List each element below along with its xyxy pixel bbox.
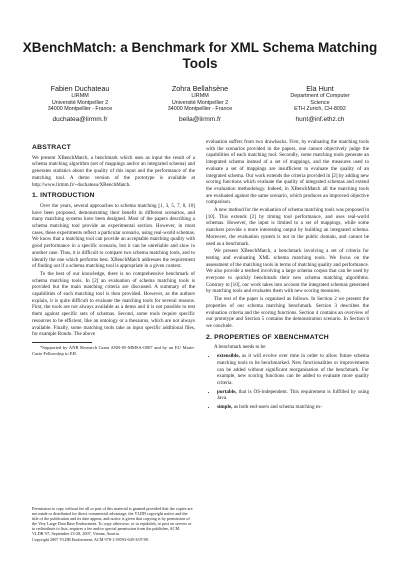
footnote-rule — [32, 342, 92, 343]
copyright-notice — [32, 506, 195, 542]
properties-list — [206, 353, 369, 411]
bullet-text: that is OS-independent. This requirement is fulfilled by using Java. — [217, 388, 369, 402]
copyright-venue: VLDB '07, September 23-28, 2007, Vienna, Austria. — [32, 531, 120, 537]
left-column — [32, 140, 195, 357]
abstract-text: We present XBenchMatch, a benchmark which uses as input the result of a schema matching algorithm (set of mappings and/or an integrated schema) and generates statistics about the quality of this input and the performance of the matching tool. A demo version of the prototype is available at http://www.lirmm.fr/~duchateau/XBenchMatch. — [32, 154, 195, 188]
author-email[interactable]: duchatea@lirmm.fr — [52, 115, 108, 123]
author-2 — [140, 84, 260, 124]
copyright-permission: Permission to copy without fee all or part of this material is granted provided that the copies are not made or distributed for direct commercial advantage, the VLDB copyright notice and the title of the publication and its date appear, and notice is given that copying is by permission of the Very Large Data Base Endowment. To copy otherwise, or to republish, to post on servers or to redistribute to lists, requires a fee and/or special permission from the publisher, ACM. — [32, 506, 193, 532]
intro-paragraph: To the best of our knowledge, there is no comprehensive benchmark of schema matching tools. In [2] an evaluation of schema matching tools is provided but the main matching criteria are discussed. A summary of the capabilities of each matching tool is then provided. However, as the authors explain, it is quite difficult to evaluate the matching tools for several reasons. First, the tools are not always available as a demo and it is not possible to test them against specific sets of schemas. Second, some tools require specific resources to be efficient, like an ontology or a thesaurus, which are not always available. Finally, some matching tools take as input specific additional files, for example Rondo. The above — [32, 270, 195, 338]
author-3 — [260, 84, 380, 124]
list-item — [217, 353, 369, 387]
bullet-text: as it will evolve over time in order to allow future schema matching tools to be benchmarked. New functionalities or improvements can be added without significant reorganisation of the benchmark. For example, new scoring functions can be added to evaluate more quality criteria. — [217, 353, 369, 386]
right-column — [206, 139, 369, 413]
footnote: *Supported by ANR Research Grant ANR-05-MMSA-0007 and by an EU Marie-Curie Fellowship to EH. — [32, 344, 195, 356]
author-affiliation: Department of Computer — [290, 93, 350, 99]
title-line-2: Tools — [182, 56, 218, 71]
list-item — [217, 389, 369, 402]
list-item — [217, 404, 369, 411]
author-affiliation: 34000 Montpellier - France — [167, 106, 233, 113]
bullet-text: as both end-users and schema matching ex- — [233, 404, 323, 411]
bullet-term: extensible, — [217, 353, 240, 360]
body-paragraph: A new method for the evaluation of schema matching tools was proposed in [10]. This extends [2] by timing tool performance, and uses real-world schemas. However, the input is limited to a set of mappings, while some matchers provide a more interesting output by building an integrated schema. Moreover, the evaluation system is not in the public domain, and cannot be used as a benchmark. — [206, 207, 369, 247]
author-affiliation: ETH Zurich, CH-8092 — [294, 106, 346, 113]
properties-intro: A benchmark needs to be — [214, 344, 266, 351]
paper-title — [0, 40, 400, 72]
body-paragraph: We present XBenchMatch, a benchmark involving a set of criteria for testing and evaluating XML schema matching tools. We focus on the assessment of the matching tools in terms of matching quality and performance. We also provide a testbed involving a large schema corpus that can be used by everyone to quickly benchmark their new schema matching algorithms. Contrary to [10], our work takes into account the integrated schemas generated by matching tools and evaluates them with new scoring measures. — [206, 248, 369, 295]
author-affiliation: Université Montpellier 2 — [171, 99, 229, 106]
author-name: Zohra Bellahsène — [171, 84, 229, 93]
intro-heading: 1. INTRODUCTION — [32, 192, 95, 200]
properties-heading: 2. PROPERTIES OF XBENCHMATCH — [206, 333, 329, 341]
abstract-heading: ABSTRACT — [32, 144, 71, 151]
author-affiliation: Université Montpellier 2 — [51, 99, 109, 106]
body-paragraph: The rest of the paper is organised as follows. In Section 2 we present the properties of our schema matching benchmark. Section 3 describes the evaluation criteria and the scoring functions. Section 4 contains an overview of our prototype and Section 5 contains the demonstration scenario. In Section 6 we conclude. — [206, 296, 369, 329]
author-name: Fabien Duchateau — [50, 84, 110, 93]
author-1 — [20, 84, 140, 124]
author-email[interactable]: hunt@inf.ethz.ch — [295, 115, 345, 123]
intro-paragraph: Over the years, several approaches to schema matching [1, 3, 5, 7, 8, 10] have been proposed, demonstrating their benefit in different scenarios, and many matching systems have been designed. Most of the papers describing a schema matching tool provide an experimental section. However, in most cases, these experiments reflect a particular scenario, using real-world schemas. We know that a matching tool can provide an acceptable matching quality with good performance in a specific scenario, but it can be unreliable and slow in another case. Thus, it is difficult to compare two schema matching tools, and to identify the one which performs best. XBenchMatch addresses the requirement of finding out if a schema matching tool is appropriate in a given context. — [32, 202, 195, 270]
author-block — [20, 84, 380, 124]
bullet-term: portable, — [217, 388, 237, 395]
author-affiliation: Science — [310, 99, 330, 106]
author-email[interactable]: bella@lirmm.fr — [179, 115, 221, 123]
copyright-line: Copyright 2007 VLDB Endowment, ACM 978-1-59593-649-3/07/09. — [32, 536, 150, 542]
bullet-term: simple, — [217, 404, 233, 411]
author-affiliation: LIRMM — [71, 93, 89, 99]
title-line-1: XBenchMatch: a Benchmark for XML Schema Matching — [22, 40, 378, 55]
author-name: Ela Hunt — [306, 84, 334, 93]
body-paragraph: evaluation suffers from two drawbacks. First, by evaluating the matching tools with the scenarios provided in the papers, one cannot objectively judge the capabilities of each matching tool. Secondly, some matching tools generate an integrated schema instead of a set of mappings, and the measures used to evaluate a set of mappings are insufficient to evaluate the quality of an integrated schema. Our work extends the criteria provided in [2] by adding new scoring functions which evaluate the quality of integrated schemas and extend the evaluation methodology. Indeed, in XBenchMatch all the matching tools are evaluated against the same scenario, which produces an improved objective comparison. — [206, 139, 369, 206]
author-affiliation: 34000 Montpellier - France — [47, 106, 113, 113]
author-affiliation: LIRMM — [191, 93, 209, 99]
